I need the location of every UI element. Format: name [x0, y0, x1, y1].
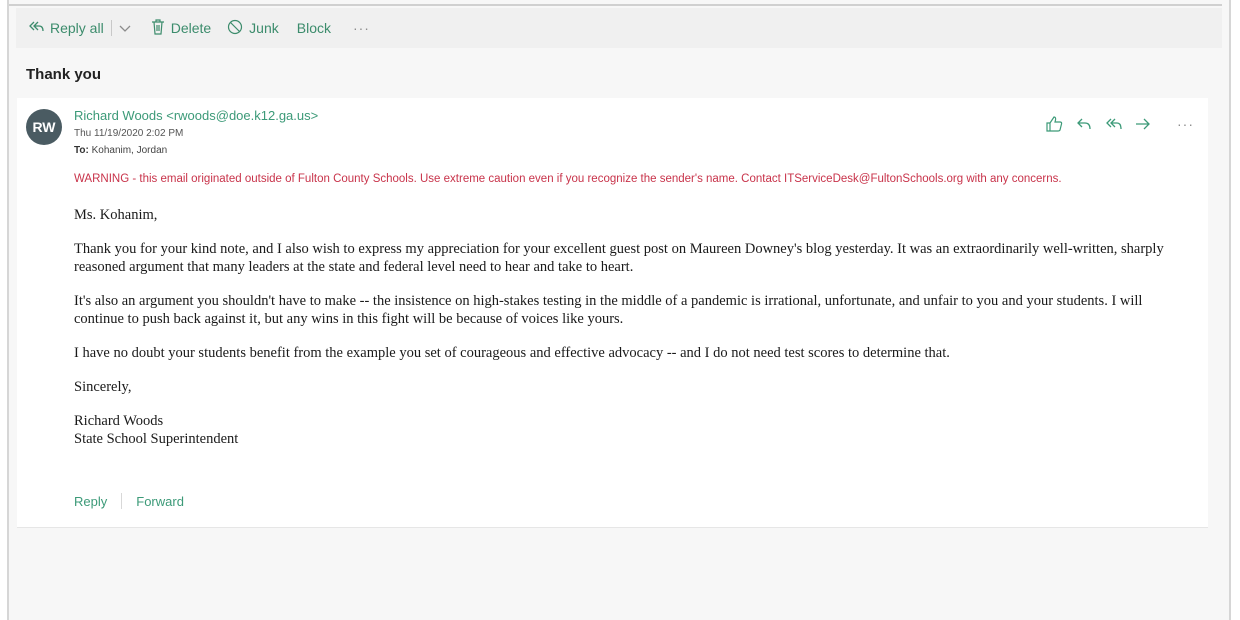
divider	[121, 493, 122, 509]
junk-icon	[227, 19, 249, 38]
body-paragraph: It's also an argument you shouldn't have to make -- the insistence on high-stakes testing in the middle of a pandemic is irrational, unfortunate, and unfair to you and your students. I will continue to push back against it, but any wins in this fight will be because of voices like yours.	[74, 293, 1143, 327]
delete-label: Delete	[170, 20, 212, 36]
reply-options-dropdown[interactable]	[119, 20, 137, 36]
reply-all-label: Reply all	[50, 20, 104, 36]
more-options-button[interactable]	[353, 20, 370, 36]
message-card	[17, 98, 1208, 528]
avatar[interactable]: RW	[26, 109, 62, 145]
reply-all-button-icon[interactable]	[1105, 117, 1122, 131]
message-body	[74, 206, 1169, 464]
external-warning: WARNING - this email originated outside of Fulton County Schools. Use extreme caution even if you recognize the sender's name. Contact ITServiceDesk@FultonSchools.org with any concerns.	[74, 173, 1062, 185]
like-button[interactable]	[1046, 116, 1063, 132]
divider	[111, 20, 112, 36]
message-subject: Thank you	[26, 66, 102, 83]
like-icon	[1046, 116, 1063, 132]
recipient-name[interactable]: Kohanim, Jordan	[91, 145, 168, 156]
block-button[interactable]	[297, 20, 331, 36]
forward-button-icon[interactable]	[1135, 117, 1151, 131]
greeting: Ms. Kohanim,	[74, 207, 158, 223]
signature-name: Richard Woods	[74, 413, 164, 429]
body-paragraph: I have no doubt your students benefit from the example you set of courageous and effective advocacy -- and I do not need test scores to determine that.	[74, 345, 950, 361]
block-label: Block	[296, 20, 331, 36]
signature-title: State School Superintendent	[74, 431, 239, 447]
delete-button[interactable]	[151, 19, 211, 38]
message-actions	[1033, 116, 1194, 132]
reply-button-icon[interactable]	[1076, 117, 1092, 131]
reply-all-button[interactable]	[28, 20, 104, 37]
reply-all-icon	[1105, 117, 1122, 131]
reply-all-icon	[28, 20, 50, 37]
recipients	[74, 145, 167, 156]
trash-icon	[151, 19, 171, 38]
forward-button[interactable]: Forward	[136, 493, 184, 509]
divider	[9, 4, 1222, 6]
forward-icon	[1135, 117, 1151, 131]
junk-button[interactable]	[227, 19, 279, 38]
closing: Sincerely,	[74, 379, 132, 395]
reply-icon	[1076, 117, 1092, 131]
sender-name[interactable]: Richard Woods <rwoods@doe.k12.ga.us>	[74, 108, 319, 123]
more-actions-button[interactable]	[1164, 116, 1194, 132]
more-icon: ···	[1177, 116, 1194, 132]
signature	[74, 412, 1169, 448]
chevron-down-icon	[119, 20, 137, 36]
sent-date: Thu 11/19/2020 2:02 PM	[74, 128, 184, 139]
junk-label: Junk	[249, 20, 279, 36]
body-paragraph: Thank you for your kind note, and I also wish to express my appreciation for your excellent guest post on Maureen Downey's blog yesterday. It was an extraordinarily well-written, sharply reasoned argument that many leaders at the state and federal level need to hear and take to heart.	[74, 241, 1164, 275]
message-toolbar	[16, 8, 1222, 48]
reply-forward-bar	[74, 493, 184, 509]
reply-button[interactable]: Reply	[74, 493, 108, 509]
to-label: To:	[74, 145, 89, 156]
more-icon: ···	[352, 20, 370, 36]
